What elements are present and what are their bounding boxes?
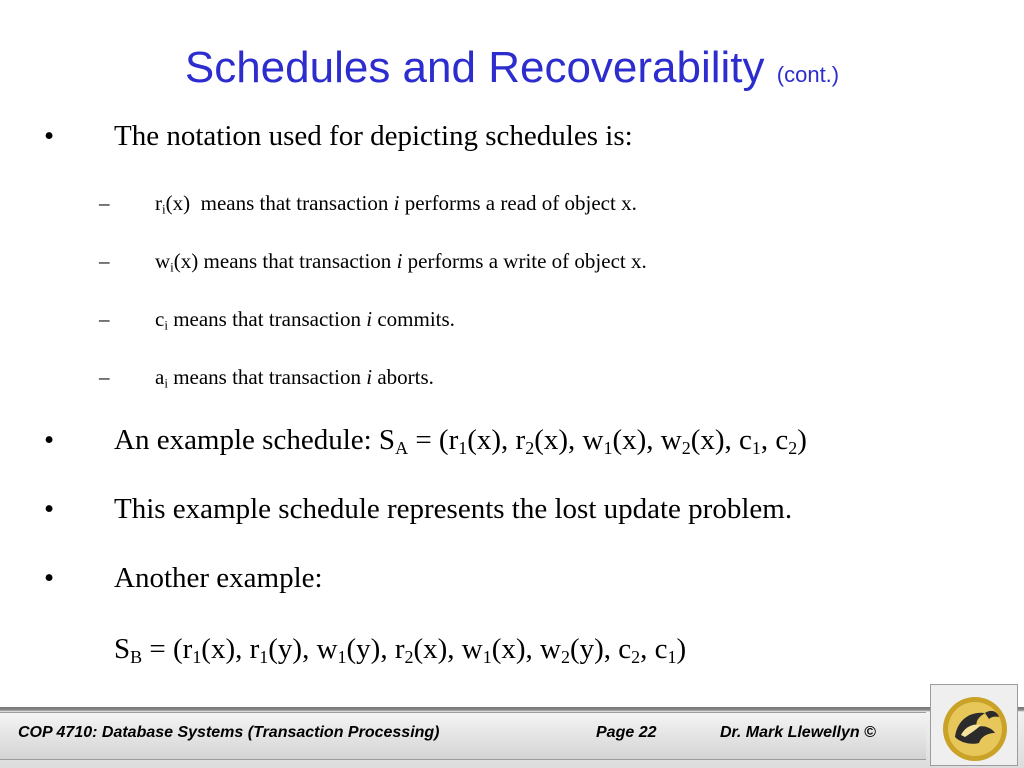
bullet-mark: • xyxy=(44,493,55,525)
formula-term: , c xyxy=(760,424,789,456)
notation-sub: i xyxy=(162,201,166,217)
bullet-lost-update xyxy=(44,493,793,526)
slide-title-main: Schedules and Recoverability xyxy=(184,43,765,92)
notation-r: r xyxy=(155,191,162,215)
logo-box xyxy=(930,684,1018,766)
subitem-italic: i xyxy=(393,191,400,215)
bullet-mark: • xyxy=(44,120,55,152)
subitem-write xyxy=(99,249,647,275)
bullet-text: This example schedule represents the lost update problem. xyxy=(114,493,793,525)
bullet-text: The notation used for depicting schedules is: xyxy=(114,120,633,152)
subitem-text-end: commits. xyxy=(377,307,455,331)
schedule-sub: A xyxy=(395,438,409,459)
dash-mark: – xyxy=(99,191,110,215)
formula-term: (y), c xyxy=(569,633,632,665)
bullet-notation xyxy=(44,120,633,153)
subitem-text: means that transaction xyxy=(173,307,361,331)
formula-subscript: 1 xyxy=(458,438,468,459)
subitem-text: (x) means that transaction xyxy=(173,249,392,273)
formula-term: (x), c xyxy=(690,424,752,456)
formula-subscript: 1 xyxy=(667,647,677,668)
subitem-read xyxy=(99,191,637,217)
formula-subscript: 2 xyxy=(788,438,798,459)
formula-subscript: 2 xyxy=(525,438,535,459)
formula-term: (x), w xyxy=(413,633,483,665)
formula-term: (x), w xyxy=(491,633,561,665)
formula-term: ) xyxy=(676,633,687,665)
subitem-italic: i xyxy=(366,365,373,389)
schedule-formula xyxy=(149,633,687,668)
formula-term: = (r xyxy=(415,424,459,456)
bullet-another-example xyxy=(44,562,323,595)
schedule-prefix: An example schedule: S xyxy=(114,424,396,456)
subitem-text: means that transaction xyxy=(200,191,389,215)
bullet-example-schedule xyxy=(44,424,807,459)
formula-subscript: 2 xyxy=(631,647,641,668)
slide-title-sub: (cont.) xyxy=(776,62,840,87)
footer-course: COP 4710: Database Systems (Transaction Processing) xyxy=(18,724,440,741)
formula-term: (y), w xyxy=(268,633,338,665)
footer-page: Page 22 xyxy=(596,724,657,741)
schedule-b xyxy=(114,633,686,666)
ucf-pegasus-logo-icon xyxy=(935,691,1013,763)
formula-term: (x), w xyxy=(612,424,682,456)
slide-title xyxy=(0,40,1024,103)
formula-subscript: 1 xyxy=(259,647,269,668)
formula-subscript: 2 xyxy=(561,647,570,668)
subitem-text-end: aborts. xyxy=(377,365,434,389)
formula-subscript: 1 xyxy=(603,438,613,459)
subitem-text-end: performs a write of object x. xyxy=(407,249,647,273)
subitem-text: means that transaction xyxy=(173,365,361,389)
subitem-italic: i xyxy=(366,307,373,331)
notation-sub: i xyxy=(164,375,168,391)
formula-term: ) xyxy=(797,424,807,456)
dash-mark: – xyxy=(99,307,110,331)
subitem-italic: i xyxy=(396,249,403,273)
notation-sub: i xyxy=(164,317,168,333)
notation-a: a xyxy=(155,365,165,389)
subitem-abort xyxy=(99,365,434,391)
subitem-text-end: performs a read of object x. xyxy=(404,191,637,215)
schedule-formula xyxy=(415,424,807,459)
schedule-sub: B xyxy=(130,647,143,668)
bullet-mark: • xyxy=(44,562,55,594)
notation-x: (x) xyxy=(165,191,191,215)
footer-author: Dr. Mark Llewellyn © xyxy=(720,724,876,741)
bullet-text: Another example: xyxy=(114,562,323,594)
formula-term: (x), w xyxy=(534,424,604,456)
notation-w: w xyxy=(155,249,171,273)
notation-sub: i xyxy=(170,259,174,275)
formula-term: (x), r xyxy=(201,633,260,665)
notation-c: c xyxy=(155,307,165,331)
dash-mark: – xyxy=(99,365,110,389)
formula-subscript: 1 xyxy=(337,647,347,668)
formula-term: , c xyxy=(640,633,668,665)
schedule-prefix: S xyxy=(114,633,131,665)
formula-term: (y), r xyxy=(346,633,405,665)
formula-term: (x), r xyxy=(467,424,526,456)
formula-subscript: 1 xyxy=(192,647,202,668)
subitem-commit xyxy=(99,307,455,333)
bullet-mark: • xyxy=(44,424,55,456)
formula-subscript: 2 xyxy=(404,647,414,668)
dash-mark: – xyxy=(99,249,110,273)
formula-term: = (r xyxy=(149,633,193,665)
formula-subscript: 2 xyxy=(681,438,691,459)
formula-subscript: 1 xyxy=(482,647,492,668)
formula-subscript: 1 xyxy=(751,438,761,459)
